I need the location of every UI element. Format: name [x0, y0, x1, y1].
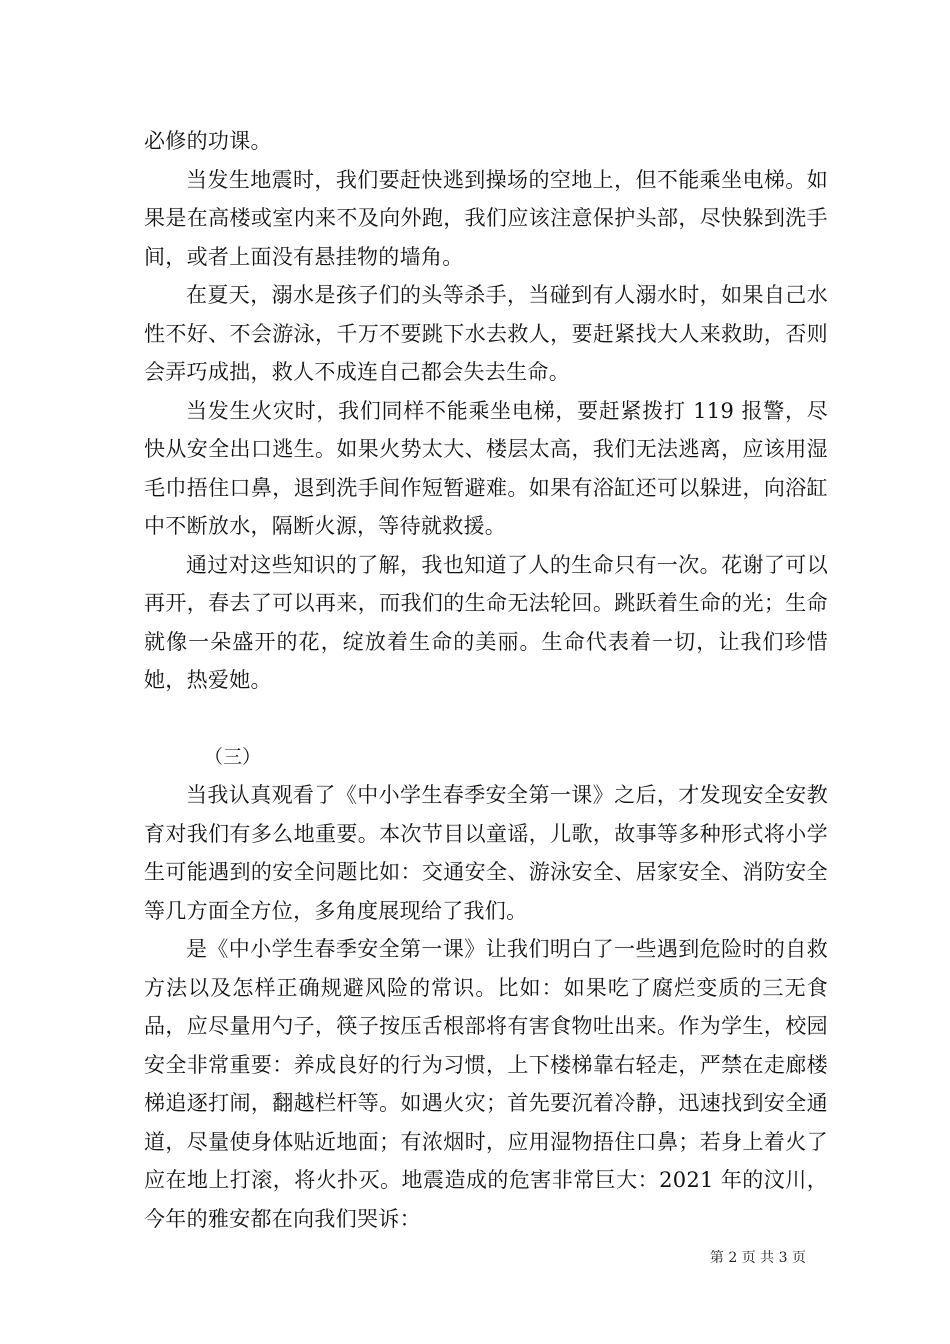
paragraph-fire: 当发生火灾时，我们同样不能乘坐电梯，要赶紧拨打 119 报警，尽快从安全出口逃生。如果火势太大、楼层太高，我们无法逃离，应该用湿毛巾捂住口鼻，退到洗手间作短暂避难。如果有浴缸还可以躲进，向浴缸中不断放水，隔断火源，等待就救援。 — [144, 398, 828, 538]
paragraph-drowning: 在夏天，溺水是孩子们的头等杀手，当碰到有人溺水时，如果自己水性不好、不会游泳，千万不要跳下水去救人，要赶紧找大人来救助，否则会弄巧成拙，救人不成连自己都会失去生命。 — [144, 283, 828, 384]
paragraph-continuation: 必修的功课。 — [144, 129, 272, 153]
paragraph-earthquake: 当发生地震时，我们要赶快逃到操场的空地上，但不能乘坐电梯。如果是在高楼或室内来不及向外跑，我们应该注意保护头部，尽快躲到洗手间，或者上面没有悬挂物的墙角。 — [144, 167, 828, 269]
page-footer: 第 2 页 共 3 页 — [709, 1250, 806, 1266]
document-body — [144, 122, 828, 1238]
section-heading: （三） — [204, 745, 262, 768]
paragraph-self-rescue: 是《中小学生春季安全第一课》让我们明白了一些遇到危险时的自救方法以及怎样正确规避风险的常识。比如：如果吃了腐烂变质的三无食品，应尽量用勺子，筷子按压舌根部将有害食物吐出来。作为学生，校园安全非常重要：养成良好的行为习惯，上下楼梯靠右轻走，严禁在走廊楼梯追逐打闹，翻越栏杆等。如遇火灾；首先要沉着冷静，迅速找到安全通道，尽量使身体贴近地面；有浓烟时，应用湿物捂住口鼻；若身上着火了应在地上打滚，将火扑灭。地震造成的危害非常巨大：2021 年的汶川，今年的雅安都在向我们哭诉： — [144, 937, 828, 1231]
paragraph-life: 通过对这些知识的了解，我也知道了人的生命只有一次。花谢了可以再开，春去了可以再来，而我们的生命无法轮回。跳跃着生命的光；生命就像一朵盛开的花，绽放着生命的美丽。生命代表着一切，让我们珍惜她，热爱她。 — [144, 552, 828, 692]
paragraph-safety-lesson: 当我认真观看了《中小学生春季安全第一课》之后，才发现安全安教育对我们有多么地重要。本次节目以童谣，儿歌，故事等多种形式将小学生可能遇到的安全问题比如：交通安全、游泳安全、居家安全、消防安全等几方面全方位，多角度展现给了我们。 — [144, 783, 828, 923]
